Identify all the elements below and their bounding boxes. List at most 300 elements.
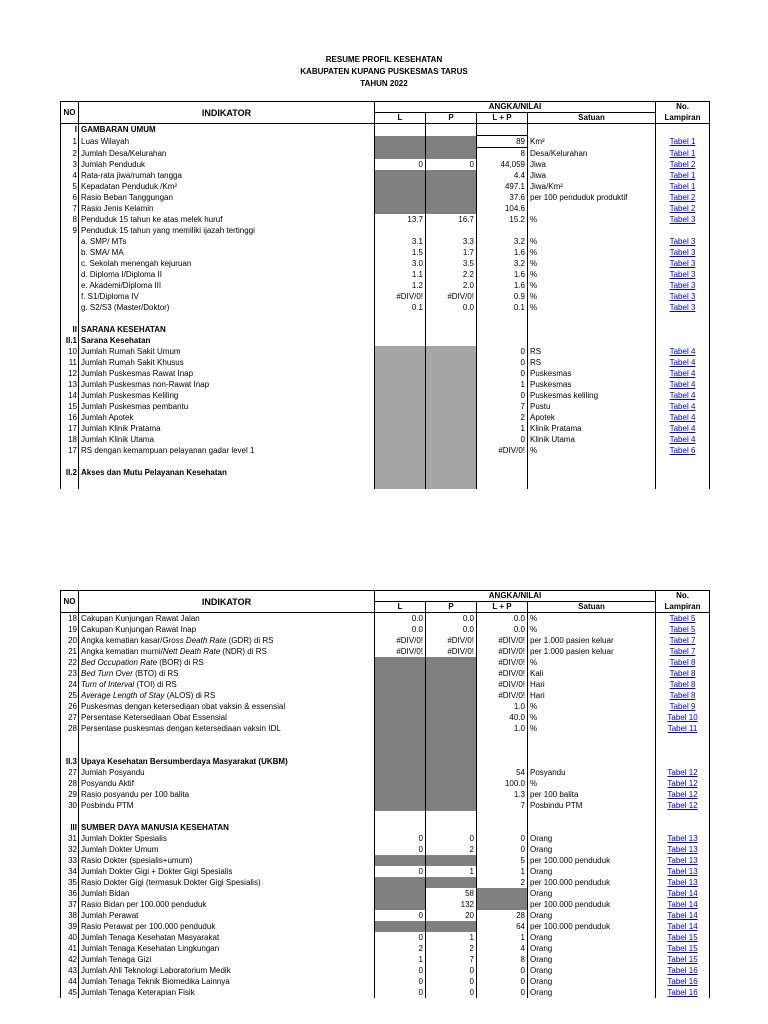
row-number: [61, 313, 79, 324]
value-p: [426, 456, 477, 467]
appendix-link[interactable]: Tabel 1: [669, 148, 696, 158]
appendix-link[interactable]: Tabel 5: [669, 614, 696, 623]
unit: Kali: [528, 668, 656, 679]
appendix-cell: [656, 646, 710, 657]
table-1-body: [61, 124, 710, 490]
value-lp: 0: [477, 844, 528, 855]
table-row: [61, 679, 710, 690]
appendix-cell: [656, 800, 710, 811]
appendix-link[interactable]: Tabel 16: [667, 977, 698, 986]
value-l: [375, 368, 426, 379]
appendix-link[interactable]: Tabel 2: [669, 160, 696, 169]
appendix-cell: [656, 148, 710, 160]
value-lp: #DIV/0!: [477, 657, 528, 668]
row-number: 41: [61, 943, 79, 954]
row-number: [61, 236, 79, 247]
value-p: 0: [426, 833, 477, 844]
appendix-cell: [656, 280, 710, 291]
appendix-cell: [656, 258, 710, 269]
value-l: 1.5: [375, 247, 426, 258]
value-p: [426, 368, 477, 379]
value-l: [375, 668, 426, 679]
unit: Orang: [528, 954, 656, 965]
value-l: 13.7: [375, 214, 426, 225]
unit: per 100.000 penduduk: [528, 899, 656, 910]
unit: [528, 456, 656, 467]
row-number: 22: [61, 657, 79, 668]
unit: [528, 124, 656, 136]
appendix-cell: [656, 965, 710, 976]
appendix-link[interactable]: Tabel 8: [669, 669, 696, 678]
appendix-link[interactable]: Tabel 9: [669, 702, 696, 711]
row-number: 2: [61, 148, 79, 160]
value-lp: 44,059: [477, 159, 528, 170]
appendix-link[interactable]: Tabel 7: [669, 647, 696, 656]
indicator-label: [79, 987, 375, 998]
value-l: 0: [375, 159, 426, 170]
value-p: [426, 412, 477, 423]
appendix-link[interactable]: Tabel 10: [667, 713, 698, 722]
appendix-link[interactable]: Tabel 3: [669, 237, 696, 246]
value-lp: 0: [477, 357, 528, 368]
indicator-label: [79, 192, 375, 203]
indicator-label: [79, 269, 375, 280]
indicator-text: Jumlah Posyandu: [81, 768, 145, 777]
unit: [528, 734, 656, 745]
value-lp: [477, 467, 528, 478]
table-row: [61, 954, 710, 965]
appendix-link: [656, 313, 710, 324]
appendix-link[interactable]: Tabel 4: [669, 347, 696, 356]
section-title: Akses dan Mutu Pelayanan Kesehatan: [79, 467, 375, 478]
header-lampiran-1: No.: [656, 591, 710, 602]
unit: per 100 penduduk produktif: [528, 192, 656, 203]
table-2-body: [61, 613, 710, 999]
indicator-label: [79, 701, 375, 712]
row-number: 30: [61, 800, 79, 811]
unit: Jiwa/Km²: [528, 181, 656, 192]
value-p: [426, 778, 477, 789]
appendix-link[interactable]: Tabel 3: [669, 270, 696, 279]
appendix-link[interactable]: Tabel 16: [667, 966, 698, 975]
table-row: [61, 225, 710, 236]
row-number: 13: [61, 379, 79, 390]
unit: Orang: [528, 987, 656, 998]
value-l: 1.1: [375, 269, 426, 280]
appendix-link[interactable]: Tabel 8: [669, 691, 696, 700]
value-p: 0.0: [426, 613, 477, 625]
value-p: [426, 170, 477, 181]
table-row: [61, 214, 710, 225]
appendix-link[interactable]: Tabel 16: [667, 988, 698, 997]
value-lp: 7: [477, 401, 528, 412]
table-row: [61, 965, 710, 976]
indicator-label: [79, 866, 375, 877]
value-l: 2: [375, 943, 426, 954]
value-lp: 1.0: [477, 723, 528, 734]
unit: RS: [528, 346, 656, 357]
table-row: [61, 192, 710, 203]
appendix-link[interactable]: Tabel 14: [667, 911, 698, 920]
table-row: [61, 324, 710, 335]
row-number: 5: [61, 181, 79, 192]
appendix-link[interactable]: Tabel 14: [667, 900, 698, 909]
row-number: 27: [61, 767, 79, 778]
unit: [528, 467, 656, 478]
indicator-label: [79, 136, 375, 148]
value-l: [375, 357, 426, 368]
appendix-link[interactable]: Tabel 4: [669, 358, 696, 367]
table-row: [61, 789, 710, 800]
unit: [528, 324, 656, 335]
unit: Posyandu: [528, 767, 656, 778]
row-number: 25: [61, 690, 79, 701]
value-l: [375, 712, 426, 723]
row-number: 1: [61, 136, 79, 148]
appendix-link[interactable]: Tabel 4: [669, 380, 696, 389]
appendix-link[interactable]: Tabel 4: [669, 424, 696, 433]
appendix-link[interactable]: Tabel 14: [667, 889, 698, 898]
appendix-link[interactable]: Tabel 2: [669, 193, 696, 202]
appendix-link[interactable]: Tabel 4: [669, 391, 696, 400]
indicator-label: [79, 844, 375, 855]
indicator-label: [79, 855, 375, 866]
unit: %: [528, 236, 656, 247]
row-number: III: [61, 822, 79, 833]
value-l: [375, 225, 426, 236]
value-lp: 0: [477, 346, 528, 357]
row-number: 6: [61, 192, 79, 203]
row-number: 44: [61, 976, 79, 987]
unit: Posbindu PTM: [528, 800, 656, 811]
appendix-cell: [656, 943, 710, 954]
value-lp: 0: [477, 368, 528, 379]
value-l: [375, 192, 426, 203]
table-row: [61, 467, 710, 478]
appendix-cell: [656, 269, 710, 280]
appendix-link[interactable]: Tabel 14: [667, 922, 698, 931]
indicator-text: Jumlah Apotek: [81, 413, 134, 422]
value-l: [375, 136, 426, 148]
row-number: 29: [61, 789, 79, 800]
indicator-label: [79, 434, 375, 445]
value-p: 1.7: [426, 247, 477, 258]
row-number: 18: [61, 613, 79, 625]
unit: Jiwa: [528, 170, 656, 181]
value-p: [426, 657, 477, 668]
indicator-label: [79, 778, 375, 789]
row-number: [61, 258, 79, 269]
value-p: [426, 690, 477, 701]
unit: Orang: [528, 866, 656, 877]
indicator-text: a. SMP/ MTs: [81, 237, 127, 246]
section-title: Sarana Kesehatan: [79, 335, 375, 346]
value-lp: [477, 734, 528, 745]
appendix-link[interactable]: Tabel 13: [667, 845, 698, 854]
appendix-cell: [656, 445, 710, 456]
value-p: [426, 203, 477, 214]
row-number: [61, 280, 79, 291]
unit: per 100.000 penduduk: [528, 921, 656, 932]
indicator-label: [79, 712, 375, 723]
value-lp: 0.0: [477, 613, 528, 625]
unit: Km²: [528, 136, 656, 148]
appendix-link[interactable]: Tabel 15: [667, 933, 698, 942]
appendix-link[interactable]: Tabel 3: [669, 303, 696, 312]
unit: Klinik Utama: [528, 434, 656, 445]
indicator-label: [79, 280, 375, 291]
appendix-link[interactable]: Tabel 13: [667, 834, 698, 843]
table-row: [61, 899, 710, 910]
indicator-label: [79, 657, 375, 668]
table-row: [61, 170, 710, 181]
section-title: [79, 313, 375, 324]
table-row: [61, 734, 710, 745]
value-l: [375, 657, 426, 668]
indicator-label: [79, 965, 375, 976]
indicator-text: Jumlah Puskesmas Keliling: [81, 391, 179, 400]
table-row: [61, 136, 710, 148]
value-lp: 64: [477, 921, 528, 932]
value-lp: 0.1: [477, 302, 528, 313]
appendix-link[interactable]: Tabel 15: [667, 955, 698, 964]
indicator-label: [79, 159, 375, 170]
appendix-link[interactable]: Tabel 4: [669, 413, 696, 422]
unit: [528, 478, 656, 489]
unit: Orang: [528, 943, 656, 954]
header-lampiran-2: Lampiran: [656, 113, 710, 124]
appendix-link[interactable]: Tabel 3: [669, 215, 696, 224]
value-l: [375, 434, 426, 445]
indicator-label: [79, 899, 375, 910]
value-p: [426, 679, 477, 690]
table-row: [61, 932, 710, 943]
value-lp: #DIV/0!: [477, 690, 528, 701]
appendix-cell: [656, 679, 710, 690]
resume-table-2: [60, 590, 710, 998]
appendix-link[interactable]: Tabel 12: [667, 779, 698, 788]
row-number: 8: [61, 214, 79, 225]
value-l: 1.2: [375, 280, 426, 291]
value-p: 0.0: [426, 624, 477, 635]
row-number: 19: [61, 624, 79, 635]
table-row: [61, 855, 710, 866]
table-row: [61, 624, 710, 635]
value-p: [426, 445, 477, 456]
indicator-label: [79, 181, 375, 192]
appendix-link[interactable]: Tabel 3: [669, 248, 696, 257]
appendix-link[interactable]: Tabel 1: [669, 137, 696, 146]
appendix-cell: [656, 976, 710, 987]
indicator-text: Jumlah Puskesmas non-Rawat Inap: [81, 380, 210, 389]
value-p: 132: [426, 899, 477, 910]
unit: %: [528, 214, 656, 225]
value-l: #DIV/0!: [375, 635, 426, 646]
value-l: [375, 478, 426, 489]
appendix-link[interactable]: Tabel 3: [669, 259, 696, 268]
appendix-cell: [656, 899, 710, 910]
appendix-cell: [656, 723, 710, 734]
appendix-cell: [656, 379, 710, 390]
value-p: 0: [426, 987, 477, 998]
section-title: SARANA KESEHATAN: [79, 324, 375, 335]
appendix-cell: [656, 423, 710, 434]
appendix-link[interactable]: Tabel 6: [669, 446, 696, 455]
unit: [528, 756, 656, 767]
indicator-text: Jumlah Dokter Umum: [81, 845, 159, 854]
indicator-text: Jumlah Rumah Sakit Umum: [81, 347, 181, 356]
value-p: #DIV/0!: [426, 646, 477, 657]
indicator-label: [79, 225, 375, 236]
value-p: 1: [426, 932, 477, 943]
table-row: [61, 712, 710, 723]
indicator-label: [79, 379, 375, 390]
value-l: [375, 313, 426, 324]
indicator-label: [79, 789, 375, 800]
value-lp: 0: [477, 976, 528, 987]
table-row: [61, 269, 710, 280]
indicator-label: [79, 214, 375, 225]
indicator-label: [79, 767, 375, 778]
appendix-link[interactable]: Tabel 8: [669, 680, 696, 689]
indicator-label: [79, 635, 375, 646]
appendix-link[interactable]: Tabel 7: [669, 636, 696, 645]
row-number: [61, 291, 79, 302]
table-row: [61, 148, 710, 160]
appendix-link[interactable]: Tabel 12: [667, 801, 698, 810]
value-l: [375, 855, 426, 866]
appendix-cell: [656, 236, 710, 247]
value-p: 0: [426, 159, 477, 170]
row-number: 31: [61, 833, 79, 844]
appendix-cell: [656, 302, 710, 313]
unit: per 100.000 penduduk: [528, 855, 656, 866]
appendix-link[interactable]: Tabel 2: [669, 204, 696, 213]
appendix-cell: [656, 192, 710, 203]
table-row: [61, 456, 710, 467]
value-lp: 1.6: [477, 247, 528, 258]
value-l: [375, 778, 426, 789]
table-row: [61, 412, 710, 423]
appendix-link[interactable]: Tabel 11: [667, 724, 698, 733]
table-row: [61, 976, 710, 987]
value-p: 0: [426, 976, 477, 987]
indicator-label: [79, 954, 375, 965]
value-l: [375, 148, 426, 160]
row-number: 17: [61, 445, 79, 456]
value-lp: #DIV/0!: [477, 679, 528, 690]
appendix-link: [656, 811, 710, 822]
indicator-text: Jumlah Tenaga Gizi: [81, 955, 152, 964]
value-lp: 1: [477, 379, 528, 390]
value-p: [426, 181, 477, 192]
value-lp: 1.6: [477, 280, 528, 291]
value-p: 20: [426, 910, 477, 921]
row-number: II.3: [61, 756, 79, 767]
appendix-link[interactable]: Tabel 1: [669, 171, 696, 180]
unit: per 1.000 pasien keluar: [528, 646, 656, 657]
appendix-cell: [656, 613, 710, 625]
unit: Puskesmas keliling: [528, 390, 656, 401]
row-number: 28: [61, 778, 79, 789]
indicator-text: Angka kematian murni/: [81, 647, 163, 656]
table-row: [61, 778, 710, 789]
indicator-text: Rasio Bidan per 100.000 penduduk: [81, 900, 207, 909]
row-number: 27: [61, 712, 79, 723]
appendix-link[interactable]: Tabel 1: [669, 182, 696, 191]
value-l: [375, 701, 426, 712]
appendix-link[interactable]: Tabel 8: [669, 658, 696, 667]
appendix-link[interactable]: Tabel 13: [667, 867, 698, 876]
value-l: [375, 423, 426, 434]
value-lp: 2: [477, 412, 528, 423]
appendix-link[interactable]: Tabel 3: [669, 281, 696, 290]
table-row: [61, 445, 710, 456]
appendix-cell: [656, 789, 710, 800]
value-lp: 0: [477, 965, 528, 976]
header-l: L: [375, 602, 426, 613]
unit: %: [528, 624, 656, 635]
unit: Jiwa: [528, 159, 656, 170]
value-p: [426, 745, 477, 756]
value-l: [375, 888, 426, 899]
unit: Orang: [528, 976, 656, 987]
appendix-link[interactable]: Tabel 13: [667, 878, 698, 887]
value-lp: 15.2: [477, 214, 528, 225]
indicator-label: [79, 921, 375, 932]
appendix-cell: [656, 701, 710, 712]
appendix-link[interactable]: Tabel 13: [667, 856, 698, 865]
table-row: [61, 866, 710, 877]
row-number: 21: [61, 646, 79, 657]
appendix-link[interactable]: Tabel 12: [667, 790, 698, 799]
value-p: [426, 346, 477, 357]
value-lp: #DIV/0!: [477, 445, 528, 456]
header-no: NO: [61, 591, 79, 613]
value-l: [375, 822, 426, 833]
appendix-link[interactable]: Tabel 15: [667, 944, 698, 953]
value-l: 0.0: [375, 624, 426, 635]
appendix-cell: [656, 390, 710, 401]
value-l: [375, 679, 426, 690]
appendix-link[interactable]: Tabel 5: [669, 625, 696, 634]
appendix-cell: [656, 987, 710, 998]
row-number: 42: [61, 954, 79, 965]
value-p: [426, 756, 477, 767]
value-lp: [477, 756, 528, 767]
section-title: [79, 734, 375, 745]
value-p: 2.2: [426, 269, 477, 280]
indicator-text: Cakupan Kunjungan Rawat Jalan: [81, 614, 200, 623]
indicator-text: Persentase puskesmas dengan ketersediaan vaksin IDL: [81, 724, 281, 733]
appendix-link[interactable]: Tabel 3: [669, 292, 696, 301]
table-row: [61, 888, 710, 899]
header-angka: ANGKA/NILAI: [375, 102, 656, 113]
value-lp: [477, 124, 528, 136]
indicator-label: [79, 302, 375, 313]
appendix-cell: [656, 877, 710, 888]
value-l: 0: [375, 844, 426, 855]
appendix-link[interactable]: Tabel 4: [669, 402, 696, 411]
value-p: [426, 324, 477, 335]
appendix-link[interactable]: Tabel 4: [669, 435, 696, 444]
appendix-link[interactable]: Tabel 12: [667, 768, 698, 777]
appendix-link[interactable]: Tabel 4: [669, 369, 696, 378]
value-l: [375, 170, 426, 181]
row-number: 37: [61, 899, 79, 910]
value-p: [426, 379, 477, 390]
table-row: [61, 203, 710, 214]
